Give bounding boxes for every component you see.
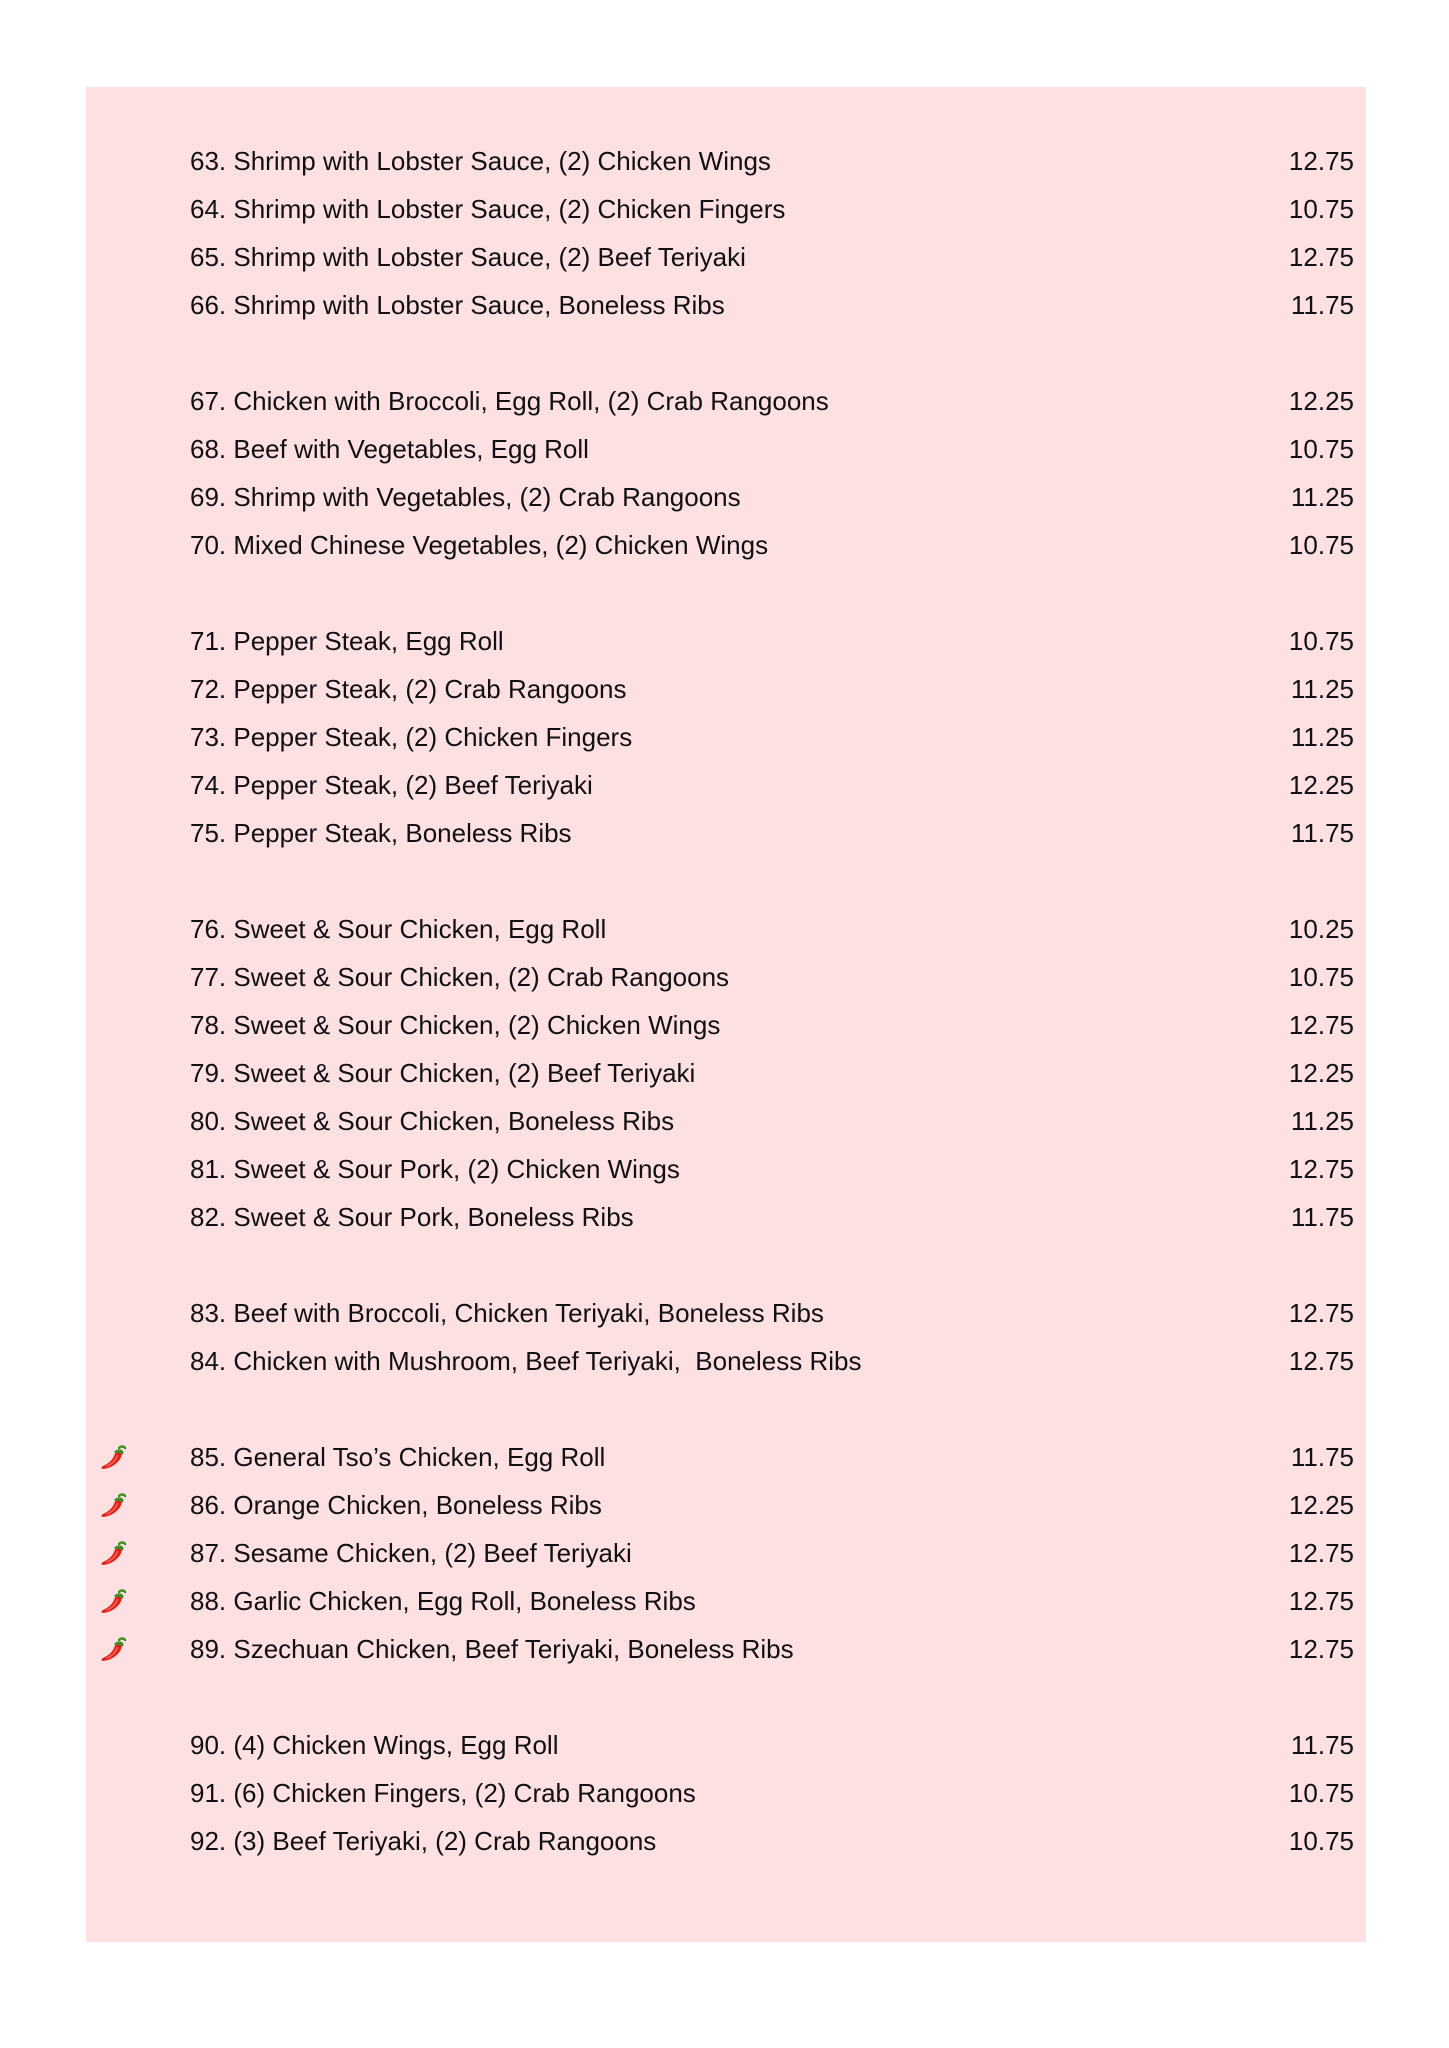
menu-item [86,953,1366,1001]
menu-item-name: 83. Beef with Broccoli, Chicken Teriyaki, Boneless Ribs [190,1298,824,1328]
menu-item-price: 10.75 [1288,530,1354,560]
menu-item-name: 70. Mixed Chinese Vegetables, (2) Chicken Wings [190,530,769,560]
menu-item [86,1145,1366,1193]
menu-item-price: 11.75 [1290,1730,1354,1760]
menu-item-price: 12.25 [1288,1058,1354,1088]
menu-item-name: 63. Shrimp with Lobster Sauce, (2) Chicken Wings [190,146,771,176]
menu-item [86,761,1366,809]
menu-item-price: 12.75 [1288,1586,1354,1616]
menu-item [86,1529,1366,1577]
menu-item-name: 68. Beef with Vegetables, Egg Roll [190,434,589,464]
menu-item [86,1193,1366,1241]
menu-item [86,1625,1366,1673]
menu-item-name: 64. Shrimp with Lobster Sauce, (2) Chicken Fingers [190,194,786,224]
menu-panel [86,87,1366,1942]
menu-item-name: 80. Sweet & Sour Chicken, Boneless Ribs [190,1106,675,1136]
menu-item [86,809,1366,857]
menu-item-price: 12.75 [1288,1010,1354,1040]
menu-item-name: 79. Sweet & Sour Chicken, (2) Beef Teriyaki [190,1058,696,1088]
menu-item [86,185,1366,233]
menu-item-price: 12.25 [1288,1490,1354,1520]
menu-item-name: 78. Sweet & Sour Chicken, (2) Chicken Wings [190,1010,721,1040]
menu-item-price: 11.25 [1290,1106,1354,1136]
menu-item-name: 69. Shrimp with Vegetables, (2) Crab Rangoons [190,482,741,512]
menu-item [86,1433,1366,1481]
menu-item-price: 10.75 [1288,194,1354,224]
chili-pepper-icon [98,1636,128,1664]
menu-item-price: 12.75 [1288,1298,1354,1328]
menu-item [86,665,1366,713]
menu-item-name: 85. General Tso’s Chicken, Egg Roll [190,1442,606,1472]
menu-item-price: 10.25 [1288,914,1354,944]
menu-item-price: 12.75 [1288,242,1354,272]
menu-item-price: 10.75 [1288,1778,1354,1808]
menu-list [86,137,1366,1913]
menu-item [86,1721,1366,1769]
menu-item-price: 10.75 [1288,434,1354,464]
menu-item-name: 72. Pepper Steak, (2) Crab Rangoons [190,674,627,704]
menu-item-price: 10.75 [1288,962,1354,992]
menu-item [86,1001,1366,1049]
menu-item [86,137,1366,185]
menu-item [86,713,1366,761]
menu-group [86,617,1366,857]
menu-item-price: 11.25 [1290,482,1354,512]
menu-item-price: 11.25 [1290,722,1354,752]
menu-group [86,905,1366,1241]
menu-item [86,1097,1366,1145]
menu-item-price: 12.75 [1288,1154,1354,1184]
menu-item [86,1817,1366,1865]
menu-item-price: 11.25 [1290,674,1354,704]
menu-item-price: 11.75 [1290,290,1354,320]
menu-group [86,1433,1366,1673]
menu-group [86,137,1366,329]
menu-item [86,377,1366,425]
menu-item-name: 71. Pepper Steak, Egg Roll [190,626,504,656]
menu-item-name: 92. (3) Beef Teriyaki, (2) Crab Rangoons [190,1826,657,1856]
menu-item-name: 86. Orange Chicken, Boneless Ribs [190,1490,602,1520]
menu-item-name: 73. Pepper Steak, (2) Chicken Fingers [190,722,633,752]
menu-item-price: 12.75 [1288,1538,1354,1568]
menu-item-name: 81. Sweet & Sour Pork, (2) Chicken Wings [190,1154,680,1184]
menu-item [86,905,1366,953]
menu-item-name: 76. Sweet & Sour Chicken, Egg Roll [190,914,607,944]
menu-item [86,1577,1366,1625]
menu-item [86,473,1366,521]
menu-group [86,377,1366,569]
menu-item-price: 12.75 [1288,1346,1354,1376]
menu-item-name: 77. Sweet & Sour Chicken, (2) Crab Rangoons [190,962,730,992]
menu-item-price: 12.25 [1288,386,1354,416]
menu-item [86,1049,1366,1097]
menu-item [86,617,1366,665]
chili-pepper-icon [98,1492,128,1520]
menu-item-name: 74. Pepper Steak, (2) Beef Teriyaki [190,770,593,800]
menu-item-price: 12.75 [1288,1634,1354,1664]
menu-item [86,281,1366,329]
chili-pepper-icon [98,1588,128,1616]
menu-item [86,425,1366,473]
menu-item-name: 91. (6) Chicken Fingers, (2) Crab Rangoons [190,1778,696,1808]
menu-item [86,1481,1366,1529]
menu-item-name: 88. Garlic Chicken, Egg Roll, Boneless Ribs [190,1586,696,1616]
chili-pepper-icon [98,1540,128,1568]
menu-item-name: 75. Pepper Steak, Boneless Ribs [190,818,572,848]
menu-item-name: 67. Chicken with Broccoli, Egg Roll, (2) Crab Rangoons [190,386,829,416]
menu-item-price: 10.75 [1288,1826,1354,1856]
menu-item-price: 11.75 [1290,1442,1354,1472]
menu-item [86,1769,1366,1817]
menu-item-name: 65. Shrimp with Lobster Sauce, (2) Beef Teriyaki [190,242,746,272]
menu-item-price: 12.75 [1288,146,1354,176]
menu-item-name: 89. Szechuan Chicken, Beef Teriyaki, Boneless Ribs [190,1634,794,1664]
menu-item [86,1289,1366,1337]
menu-item-name: 66. Shrimp with Lobster Sauce, Boneless Ribs [190,290,725,320]
menu-group [86,1721,1366,1865]
menu-item-name: 87. Sesame Chicken, (2) Beef Teriyaki [190,1538,632,1568]
menu-item-price: 11.75 [1290,818,1354,848]
menu-item [86,1337,1366,1385]
menu-item-price: 12.25 [1288,770,1354,800]
menu-item-name: 90. (4) Chicken Wings, Egg Roll [190,1730,559,1760]
menu-item-name: 84. Chicken with Mushroom, Beef Teriyaki, Boneless Ribs [190,1346,862,1376]
menu-group [86,1289,1366,1385]
menu-item-price: 10.75 [1288,626,1354,656]
menu-item [86,233,1366,281]
chili-pepper-icon [98,1444,128,1472]
menu-item [86,521,1366,569]
menu-item-name: 82. Sweet & Sour Pork, Boneless Ribs [190,1202,634,1232]
menu-item-price: 11.75 [1290,1202,1354,1232]
